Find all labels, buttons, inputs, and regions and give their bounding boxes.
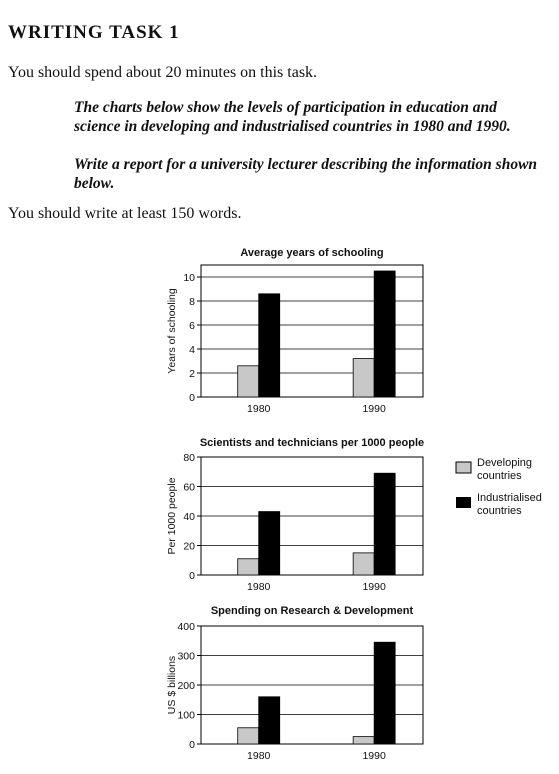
x-tick-label: 1980 xyxy=(247,581,271,593)
x-tick-label: 1990 xyxy=(362,403,386,415)
y-tick-label: 8 xyxy=(189,296,195,308)
time-instruction: You should spend about 20 minutes on this task. xyxy=(8,64,318,81)
y-tick-label: 20 xyxy=(183,540,195,553)
bar-developing xyxy=(353,553,374,575)
y-tick-label: 60 xyxy=(183,481,195,494)
y-tick-label: 100 xyxy=(177,709,195,722)
y-tick-label: 0 xyxy=(189,570,195,582)
bar-developing xyxy=(238,559,259,575)
bar-industrialised xyxy=(259,512,280,575)
legend-label-industrialised-line2: countries xyxy=(477,505,522,517)
chart-title: Spending on Research & Development xyxy=(210,605,414,617)
y-axis-label: Per 1000 people xyxy=(166,477,178,555)
legend-label-industrialised: Industrialised xyxy=(477,492,542,504)
x-tick-label: 1980 xyxy=(247,403,271,415)
task-heading: WRITING TASK 1 xyxy=(8,22,180,43)
word-count-instruction: You should write at least 150 words. xyxy=(8,205,242,222)
y-tick-label: 400 xyxy=(177,621,195,633)
legend-label-developing-line2: countries xyxy=(477,470,522,482)
y-tick-label: 4 xyxy=(189,344,195,356)
bar-industrialised xyxy=(259,697,280,744)
y-tick-label: 80 xyxy=(183,452,195,464)
y-tick-label: 0 xyxy=(189,739,195,751)
chart-title: Average years of schooling xyxy=(240,247,384,259)
chart-title: Scientists and technicians per 1000 people xyxy=(199,437,425,449)
x-tick-label: 1990 xyxy=(362,581,386,593)
y-axis-label: Years of schooling xyxy=(166,288,178,374)
bar-developing xyxy=(353,359,374,397)
report-instruction: Write a report for a university lecturer describing the information shown below. xyxy=(74,156,538,192)
y-tick-label: 10 xyxy=(183,272,195,284)
bar-industrialised xyxy=(259,294,280,397)
legend-swatch-industrialised xyxy=(456,497,471,508)
y-tick-label: 200 xyxy=(177,680,195,692)
y-tick-label: 0 xyxy=(189,392,195,404)
x-tick-label: 1980 xyxy=(247,750,271,762)
legend-swatch-developing xyxy=(456,462,471,473)
y-tick-label: 6 xyxy=(189,320,195,332)
y-axis-label: US $ billions xyxy=(166,655,178,715)
legend-label-developing: Developing xyxy=(477,457,533,469)
y-tick-label: 300 xyxy=(177,650,195,663)
y-tick-label: 2 xyxy=(189,368,195,380)
bar-industrialised xyxy=(374,271,395,397)
x-tick-label: 1990 xyxy=(362,750,386,762)
task-prompt: The charts below show the levels of participation in education and science in developing and industrialised countries in 1980 and 1990. xyxy=(74,99,511,135)
bar-industrialised xyxy=(374,473,395,575)
bar-industrialised xyxy=(374,642,395,744)
bar-developing xyxy=(238,366,259,397)
bar-developing xyxy=(353,737,374,744)
legend xyxy=(456,457,542,517)
y-tick-label: 40 xyxy=(183,511,195,523)
bar-developing xyxy=(238,728,259,744)
